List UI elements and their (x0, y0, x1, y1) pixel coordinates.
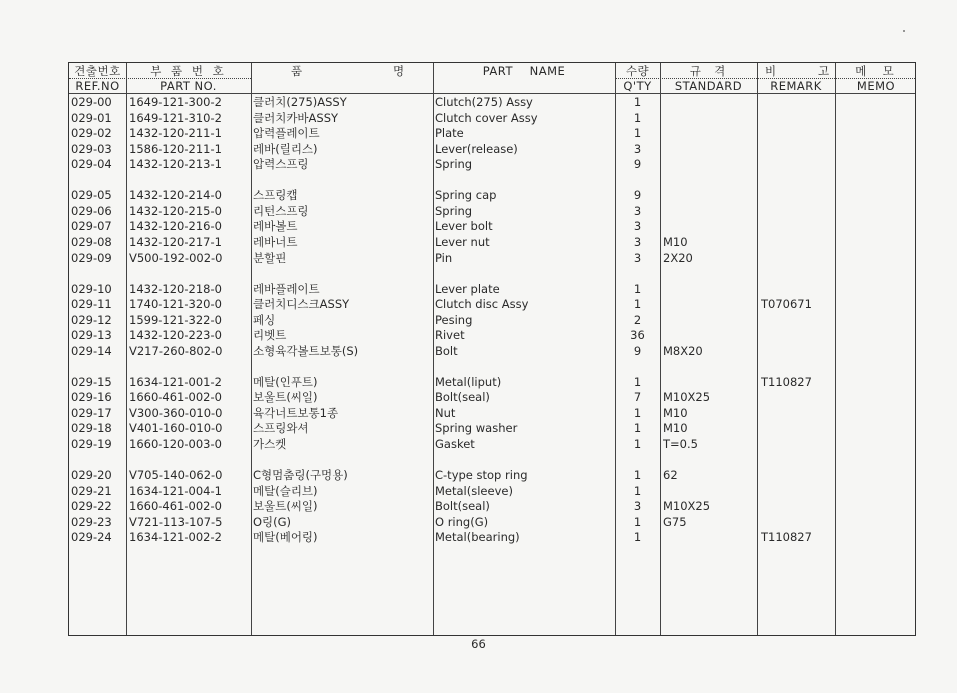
part-no-cell: 1432-120-213-1 (129, 157, 222, 172)
qty-cell: 7 (633, 390, 642, 405)
english-name-cell: Bolt (435, 343, 458, 358)
korean-name-cell: 메탈(슬리브) (253, 483, 318, 498)
memo-header-ko: 메 모 (855, 64, 897, 78)
english-name-cell: Spring cap (435, 188, 497, 203)
remark-header-en: REMARK (770, 79, 822, 93)
korean-name-cell: 소형육각볼트보통(S) (253, 343, 359, 358)
column-divider (757, 63, 758, 635)
standard-cell: T=0.5 (663, 436, 698, 451)
page-number: 66 (471, 637, 486, 651)
korean-name-cell: 리턴스프링 (253, 203, 309, 218)
korean-name-cell: 보울트(씨일) (253, 390, 318, 405)
qty-cell: 3 (633, 141, 642, 156)
ref-no-cell: 029-12 (71, 312, 112, 327)
ref-no-cell: 029-07 (71, 219, 112, 234)
header-bottom-rule (69, 93, 915, 94)
part-no-cell: V300-360-010-0 (129, 405, 223, 420)
column-divider (660, 63, 661, 635)
korean-name-cell: 육각너트보통1종 (253, 405, 339, 420)
korean-name-cell: O링(G) (253, 514, 292, 529)
ref-no-cell: 029-10 (71, 281, 112, 296)
ref-no-cell: 029-21 (71, 483, 112, 498)
korean-name-cell: 압력스프링 (253, 157, 309, 172)
qty-cell: 9 (633, 188, 642, 203)
column-divider (835, 63, 836, 635)
ref-no-cell: 029-18 (71, 421, 112, 436)
column-divider (126, 63, 127, 635)
qty-cell: 1 (633, 95, 642, 109)
standard-cell: M10 (663, 421, 688, 436)
standard-cell: M10X25 (663, 499, 711, 514)
part-no-cell: 1660-120-003-0 (129, 436, 222, 451)
qty-cell: 1 (633, 281, 642, 296)
part-no-cell: V721-113-107-5 (129, 514, 223, 529)
ref-no-cell: 029-23 (71, 514, 112, 529)
qty-cell: 1 (633, 436, 642, 451)
parts-list-table (68, 62, 916, 636)
remark-header-ko-left: 비 (765, 64, 777, 78)
english-name-cell: Lever bolt (435, 219, 493, 234)
part-no-header-en: PART NO. (160, 79, 217, 93)
english-name-cell: Clutch cover Assy (435, 110, 538, 125)
ref-no-cell: 029-05 (71, 188, 112, 203)
ref-no-cell: 029-02 (71, 126, 112, 141)
english-name-cell: Spring (435, 203, 473, 218)
korean-name-cell: 압력플레이트 (253, 126, 320, 141)
ref-no-cell: 029-06 (71, 203, 112, 218)
standard-cell: M8X20 (663, 343, 703, 358)
qty-cell: 1 (633, 374, 642, 389)
column-divider (251, 63, 252, 635)
ref-no-cell: 029-15 (71, 374, 112, 389)
english-name-cell: Plate (435, 126, 464, 141)
ref-no-cell: 029-11 (71, 297, 112, 312)
part-no-cell: 1634-121-002-2 (129, 530, 222, 545)
ref-no-cell: 029-08 (71, 234, 112, 249)
korean-name-cell: 레바(릴리스) (253, 141, 318, 156)
english-name-cell: Lever(release) (435, 141, 518, 156)
english-name-cell: O ring(G) (435, 514, 489, 529)
ref-no-cell: 029-03 (71, 141, 112, 156)
korean-name-cell: 클러치카바ASSY (253, 110, 339, 125)
english-name-cell: Clutch disc Assy (435, 297, 529, 312)
qty-header-ko: 수량 (625, 64, 650, 78)
english-name-cell: Lever plate (435, 281, 500, 296)
standard-cell: 2X20 (663, 250, 693, 265)
part-no-cell: 1432-120-211-1 (129, 126, 222, 141)
part-no-cell: 1586-120-211-1 (129, 141, 222, 156)
english-name-cell: C-type stop ring (435, 468, 528, 482)
korean-name-cell: 메탈(베어링) (253, 530, 318, 545)
english-name-cell: Clutch(275) Assy (435, 95, 533, 109)
name-header-ko-left: 품 (291, 64, 303, 78)
qty-cell: 1 (633, 514, 642, 529)
part-name-header-en: PART NAME (482, 64, 566, 78)
part-no-cell: 1660-461-002-0 (129, 499, 222, 514)
scan-speck (903, 30, 905, 32)
part-no-cell: 1599-121-322-0 (129, 312, 222, 327)
korean-name-cell: 레바플레이트 (253, 281, 320, 296)
qty-cell: 1 (633, 483, 642, 498)
ref-no-cell: 029-09 (71, 250, 112, 265)
qty-cell: 1 (633, 110, 642, 125)
english-name-cell: Rivet (435, 328, 465, 343)
remark-cell: T070671 (761, 297, 812, 312)
ref-no-cell: 029-22 (71, 499, 112, 514)
qty-cell: 3 (633, 203, 642, 218)
korean-name-cell: 레바볼트 (253, 219, 298, 234)
qty-cell: 1 (633, 405, 642, 420)
english-name-cell: Nut (435, 405, 456, 420)
standard-header-en: STANDARD (674, 79, 743, 93)
ref-no-cell: 029-14 (71, 343, 112, 358)
ref-no-cell: 029-13 (71, 328, 112, 343)
ref-no-cell: 029-19 (71, 436, 112, 451)
korean-name-cell: C형멈춤링(구멍용) (253, 468, 348, 482)
standard-cell: M10X25 (663, 390, 711, 405)
part-no-cell: 1432-120-223-0 (129, 328, 222, 343)
standard-header-ko: 규 격 (689, 64, 728, 78)
korean-name-cell: 클러치디스크ASSY (253, 297, 350, 312)
column-divider (433, 63, 434, 635)
ref-no-header-ko: 견출번호 (74, 64, 121, 78)
ref-no-cell: 029-16 (71, 390, 112, 405)
korean-name-cell: 스프링와셔 (253, 421, 309, 436)
qty-cell: 2 (633, 312, 642, 327)
qty-cell: 9 (633, 343, 642, 358)
korean-name-cell: 분할핀 (253, 250, 287, 265)
ref-no-cell: 029-01 (71, 110, 112, 125)
remark-cell: T110827 (761, 530, 812, 545)
english-name-cell: Spring (435, 157, 473, 172)
part-no-cell: 1660-461-002-0 (129, 390, 222, 405)
part-no-cell: V500-192-002-0 (129, 250, 223, 265)
standard-cell: 62 (663, 468, 678, 482)
english-name-cell: Bolt(seal) (435, 390, 490, 405)
korean-name-cell: 리벳트 (253, 328, 287, 343)
part-no-cell: 1432-120-215-0 (129, 203, 222, 218)
part-no-cell: V401-160-010-0 (129, 421, 223, 436)
qty-cell: 3 (633, 234, 642, 249)
standard-cell: G75 (663, 514, 687, 529)
qty-cell: 3 (633, 219, 642, 234)
ref-no-cell: 029-20 (71, 468, 112, 482)
ref-no-cell: 029-24 (71, 530, 112, 545)
english-name-cell: Lever nut (435, 234, 490, 249)
korean-name-cell: 스프링캡 (253, 188, 298, 203)
qty-cell: 36 (630, 328, 645, 343)
qty-cell: 3 (633, 499, 642, 514)
qty-cell: 9 (633, 157, 642, 172)
remark-cell: T110827 (761, 374, 812, 389)
english-name-cell: Pin (435, 250, 453, 265)
korean-name-cell: 클러치(275)ASSY (253, 95, 347, 109)
part-no-cell: 1649-121-300-2 (129, 95, 222, 109)
ref-no-cell: 029-00 (71, 95, 112, 109)
ref-no-header-en: REF.NO (75, 79, 120, 93)
qty-cell: 3 (633, 250, 642, 265)
standard-cell: M10 (663, 234, 688, 249)
part-no-cell: V705-140-062-0 (129, 468, 223, 482)
part-no-cell: 1432-120-218-0 (129, 281, 222, 296)
ref-no-cell: 029-04 (71, 157, 112, 172)
part-no-header-ko: 부 품 번 호 (150, 64, 227, 78)
english-name-cell: Bolt(seal) (435, 499, 490, 514)
qty-header-en: Q'TY (623, 79, 652, 93)
standard-cell: M10 (663, 405, 688, 420)
part-no-cell: 1634-121-004-1 (129, 483, 222, 498)
qty-cell: 1 (633, 126, 642, 141)
part-no-cell: 1432-120-216-0 (129, 219, 222, 234)
english-name-cell: Metal(liput) (435, 374, 502, 389)
ref-no-cell: 029-17 (71, 405, 112, 420)
qty-cell: 1 (633, 297, 642, 312)
english-name-cell: Spring washer (435, 421, 518, 436)
part-no-cell: 1432-120-214-0 (129, 188, 222, 203)
qty-cell: 1 (633, 530, 642, 545)
part-no-cell: 1740-121-320-0 (129, 297, 222, 312)
part-no-cell: 1634-121-001-2 (129, 374, 222, 389)
english-name-cell: Metal(sleeve) (435, 483, 513, 498)
name-header-ko-right: 명 (393, 64, 405, 78)
english-name-cell: Gasket (435, 436, 475, 451)
korean-name-cell: 가스켓 (253, 436, 287, 451)
english-name-cell: Metal(bearing) (435, 530, 520, 545)
qty-cell: 1 (633, 421, 642, 436)
korean-name-cell: 메탈(인푸트) (253, 374, 318, 389)
memo-header-en: MEMO (856, 79, 896, 93)
korean-name-cell: 보울트(씨일) (253, 499, 318, 514)
korean-name-cell: 페싱 (253, 312, 276, 327)
part-no-cell: 1432-120-217-1 (129, 234, 222, 249)
korean-name-cell: 레바너트 (253, 234, 298, 249)
part-no-cell: 1649-121-310-2 (129, 110, 222, 125)
part-no-cell: V217-260-802-0 (129, 343, 223, 358)
qty-cell: 1 (633, 468, 642, 482)
remark-header-ko-right: 고 (818, 64, 830, 78)
english-name-cell: Pesing (435, 312, 473, 327)
